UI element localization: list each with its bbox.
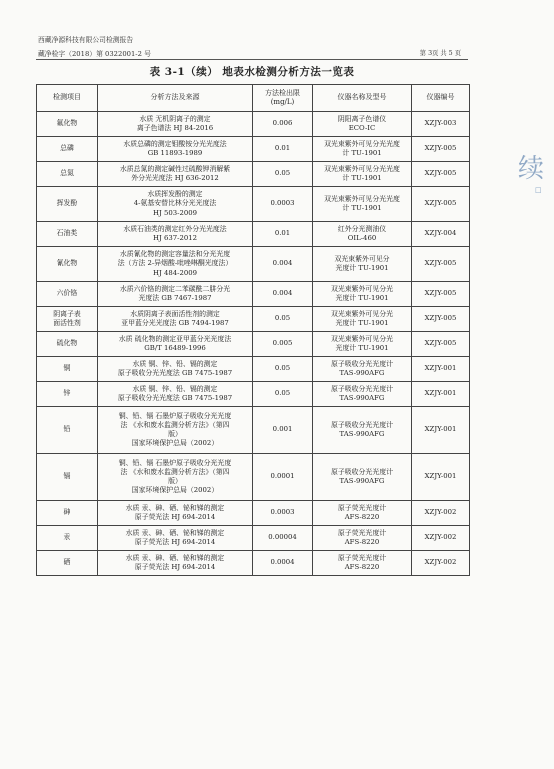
cell-instrument-line: 光度计 TU-1901 bbox=[335, 344, 389, 352]
cell-item-line: 石油类 bbox=[56, 229, 78, 238]
cell-instrument-id-line: XZJY-005 bbox=[424, 144, 457, 153]
cell-method bbox=[98, 247, 253, 282]
cell-method bbox=[98, 282, 253, 307]
cell-instrument-id bbox=[412, 137, 470, 162]
col-header-item: 检测项目 bbox=[37, 85, 98, 112]
cell-limit-line: 0.05 bbox=[274, 364, 291, 373]
cell-method bbox=[98, 332, 253, 357]
cell-limit bbox=[253, 551, 313, 576]
cell-instrument bbox=[313, 112, 412, 137]
cell-item bbox=[37, 407, 98, 454]
cell-instrument-id bbox=[412, 247, 470, 282]
table-row bbox=[37, 282, 470, 307]
cell-item-line: 硫化物 bbox=[56, 339, 78, 348]
cell-method-line: 水质 铜、锌、铅、镉的测定 bbox=[132, 359, 218, 368]
cell-method bbox=[98, 357, 253, 382]
cell-instrument-line: AFS-8220 bbox=[344, 538, 380, 546]
cell-method bbox=[98, 222, 253, 247]
table-row bbox=[37, 222, 470, 247]
cell-limit bbox=[253, 307, 313, 332]
cell-limit bbox=[253, 137, 313, 162]
cell-limit-line: 0.004 bbox=[272, 289, 293, 298]
cell-limit-line: 0.004 bbox=[272, 259, 293, 268]
cell-instrument-line: AFS-8220 bbox=[344, 563, 380, 571]
cell-item-line: 挥发酚 bbox=[56, 199, 78, 208]
cell-item-line: 总氮 bbox=[60, 169, 74, 178]
cell-method-line: 光度法 GB 7467-1987 bbox=[138, 294, 212, 302]
cell-instrument-id bbox=[412, 526, 470, 551]
cell-instrument-id-line: XZJY-001 bbox=[424, 472, 457, 481]
cell-instrument-line: OIL-460 bbox=[347, 234, 377, 242]
cell-instrument bbox=[313, 247, 412, 282]
cell-instrument-id bbox=[412, 407, 470, 454]
cell-method-line: 水质挥发酚的测定 bbox=[147, 190, 203, 199]
page-indicator: 第 3页 共 5 页 bbox=[419, 50, 461, 57]
cell-item bbox=[37, 112, 98, 137]
cell-limit bbox=[253, 501, 313, 526]
cell-limit-line: 0.0004 bbox=[270, 558, 295, 567]
cell-instrument-id-line: XZJY-003 bbox=[424, 119, 457, 128]
cell-item-line: 六价铬 bbox=[56, 289, 78, 298]
col-header-instrument-id: 仪器编号 bbox=[412, 85, 470, 112]
cell-method-line: 水质阴离子表面活性剂的测定 bbox=[130, 309, 220, 318]
cell-instrument-id bbox=[412, 282, 470, 307]
cell-item bbox=[37, 501, 98, 526]
cell-instrument-line: 原子吸收分光光度计 bbox=[330, 467, 393, 476]
cell-item-line: 汞 bbox=[63, 533, 71, 542]
cell-item bbox=[37, 187, 98, 222]
cell-method-line: 水质 铜、锌、铅、镉的测定 bbox=[132, 384, 218, 393]
table-row bbox=[37, 332, 470, 357]
cell-limit bbox=[253, 222, 313, 247]
cell-method-line: 水质 硫化物的测定亚甲蓝分光光度法 bbox=[118, 334, 232, 343]
cell-method-line: 原子吸收分光光度法 GB 7475-1987 bbox=[117, 369, 233, 377]
cell-limit bbox=[253, 332, 313, 357]
cell-instrument-id bbox=[412, 501, 470, 526]
cell-item-line: 铅 bbox=[63, 425, 71, 434]
header-rule bbox=[36, 59, 468, 60]
cell-instrument-id bbox=[412, 162, 470, 187]
cell-limit-line: 0.005 bbox=[272, 339, 293, 348]
cell-instrument-id-line: XZJY-001 bbox=[424, 425, 457, 434]
cell-method-line: 水质 汞、砷、硒、铋和锑的测定 bbox=[125, 503, 225, 512]
cell-method-line: 国家环境保护总局（2002） bbox=[131, 486, 219, 495]
cell-method-line: 铜、铅、镉 石墨炉原子吸收分光光度 bbox=[118, 458, 232, 467]
cell-instrument-line: 计 TU-1901 bbox=[342, 174, 382, 182]
cell-instrument-id bbox=[412, 307, 470, 332]
cell-limit bbox=[253, 454, 313, 501]
cell-instrument bbox=[313, 501, 412, 526]
cell-instrument bbox=[313, 307, 412, 332]
cell-method-line: 版） bbox=[168, 477, 182, 485]
cell-limit bbox=[253, 187, 313, 222]
cell-method-line: 原子荧光法 HJ 694-2014 bbox=[134, 538, 216, 546]
cell-instrument-line: 红外分光测油仪 bbox=[337, 224, 387, 233]
cell-method-line: 水质六价铬的测定二苯碳酰二肼分光 bbox=[119, 284, 231, 293]
table-row bbox=[37, 501, 470, 526]
cell-item bbox=[37, 526, 98, 551]
cell-instrument-line: 双光束紫外可见分 bbox=[334, 254, 390, 263]
cell-method-line: 法（方法 2-异烟酸-吡唑啉酮光度法） bbox=[117, 259, 233, 268]
cell-method bbox=[98, 187, 253, 222]
cell-instrument-id-line: XZJY-005 bbox=[424, 199, 457, 208]
cell-limit-line: 0.05 bbox=[274, 389, 291, 398]
cell-instrument-line: ECO-IC bbox=[348, 124, 376, 132]
cell-instrument bbox=[313, 382, 412, 407]
cell-item-line: 硒 bbox=[63, 558, 71, 567]
cell-instrument-line: 原子吸收分光光度计 bbox=[330, 384, 393, 393]
cell-limit-line: 0.05 bbox=[274, 169, 291, 178]
cell-instrument-line: 计 TU-1901 bbox=[342, 149, 382, 157]
cell-instrument-line: 光度计 TU-1901 bbox=[335, 319, 389, 327]
cell-method-line: 法 《水和废水监测分析方法》（第四 bbox=[120, 467, 230, 476]
cell-instrument-id-line: XZJY-005 bbox=[424, 169, 457, 178]
cell-method-line: 法 《水和废水监测分析方法》（第四 bbox=[120, 420, 230, 429]
table-header-row bbox=[37, 85, 470, 112]
table-row bbox=[37, 454, 470, 501]
cell-instrument-line: TAS-990AFG bbox=[339, 369, 385, 377]
cell-instrument-id-line: XZJY-005 bbox=[424, 259, 457, 268]
cell-limit bbox=[253, 282, 313, 307]
table-row bbox=[37, 551, 470, 576]
table-row bbox=[37, 526, 470, 551]
cell-method-line: 水质 汞、砷、硒、铋和锑的测定 bbox=[125, 553, 225, 562]
cell-limit bbox=[253, 407, 313, 454]
cell-instrument-line: 原子吸收分光光度计 bbox=[330, 420, 393, 429]
cell-instrument-line: 原子荧光光度计 bbox=[337, 553, 387, 562]
cell-method bbox=[98, 551, 253, 576]
cell-instrument bbox=[313, 454, 412, 501]
cell-method-line: 国家环境保护总局（2002） bbox=[131, 439, 219, 448]
cell-limit bbox=[253, 526, 313, 551]
cell-instrument-line: 双光束紫外可见分光光度 bbox=[324, 194, 400, 203]
cell-method-line: 版） bbox=[168, 430, 182, 438]
cell-method-line: 水质总氮的测定碱性过硫酸钾消解紫 bbox=[119, 164, 231, 173]
cell-method-line: 铜、铅、镉 石墨炉原子吸收分光光度 bbox=[118, 411, 232, 420]
cell-instrument-line: AFS-8220 bbox=[344, 513, 380, 521]
cell-limit-line: 0.0003 bbox=[270, 508, 295, 517]
cell-limit bbox=[253, 162, 313, 187]
cell-instrument-id-line: XZJY-001 bbox=[424, 389, 457, 398]
cell-instrument-id bbox=[412, 332, 470, 357]
methods-table bbox=[36, 84, 470, 576]
cell-method-line: GB/T 16489-1996 bbox=[144, 344, 206, 352]
cell-method bbox=[98, 382, 253, 407]
cell-instrument-id-line: XZJY-002 bbox=[424, 533, 457, 542]
cell-instrument-line: 双光束紫外可见分光光度 bbox=[324, 139, 400, 148]
table-row bbox=[37, 112, 470, 137]
cell-method bbox=[98, 112, 253, 137]
cell-instrument-id bbox=[412, 454, 470, 501]
cell-item-line: 总磷 bbox=[60, 144, 74, 153]
cell-instrument bbox=[313, 222, 412, 247]
cell-instrument-line: 阴阳离子色谱仪 bbox=[337, 114, 387, 123]
cell-limit-line: 0.00004 bbox=[268, 533, 297, 542]
col-header-method: 分析方法及来源 bbox=[98, 85, 253, 112]
cell-method-line: HJ 503-2009 bbox=[153, 208, 197, 217]
cell-method bbox=[98, 454, 253, 501]
cell-instrument-line: 双光束紫外可见分光 bbox=[330, 309, 393, 318]
cell-instrument-id-line: XZJY-005 bbox=[424, 314, 457, 323]
table-title: 表 3-1（续） 地表水检测分析方法一览表 bbox=[149, 66, 355, 78]
cell-instrument-line: TAS-990AFG bbox=[339, 394, 385, 402]
cell-method bbox=[98, 407, 253, 454]
cell-method-line: 离子色谱法 HJ 84-2016 bbox=[136, 124, 214, 132]
cell-instrument-id bbox=[412, 357, 470, 382]
cell-limit-line: 0.0001 bbox=[270, 472, 295, 481]
cell-instrument-id-line: XZJY-002 bbox=[424, 508, 457, 517]
report-number: 藏净检字（2018）第 0322001-2 号 bbox=[38, 50, 151, 58]
cell-item bbox=[37, 222, 98, 247]
cell-instrument-id bbox=[412, 112, 470, 137]
cell-instrument bbox=[313, 526, 412, 551]
cell-instrument-id-line: XZJY-005 bbox=[424, 289, 457, 298]
cell-item bbox=[37, 137, 98, 162]
cell-item bbox=[37, 357, 98, 382]
cell-method bbox=[98, 137, 253, 162]
cell-method-line: 水质总磷的测定钼酸铵分光光度法 bbox=[123, 139, 227, 148]
cell-item bbox=[37, 382, 98, 407]
stamp-fragment: 续 bbox=[517, 154, 544, 184]
cell-item-line: 镉 bbox=[63, 472, 71, 481]
cell-instrument bbox=[313, 187, 412, 222]
cell-instrument-id bbox=[412, 187, 470, 222]
cell-limit bbox=[253, 247, 313, 282]
table-row bbox=[37, 357, 470, 382]
cell-instrument bbox=[313, 357, 412, 382]
cell-instrument-line: 光度计 TU-1901 bbox=[335, 264, 389, 272]
cell-instrument-line: 双光束紫外可见分光光度 bbox=[324, 164, 400, 173]
cell-method-line: 亚甲蓝分光光度法 GB 7494-1987 bbox=[121, 319, 229, 327]
cell-item-line: 锌 bbox=[63, 389, 71, 398]
cell-item bbox=[37, 162, 98, 187]
cell-item-line: 砷 bbox=[63, 508, 71, 517]
cell-limit-line: 0.01 bbox=[274, 144, 291, 153]
table-row bbox=[37, 137, 470, 162]
cell-instrument bbox=[313, 137, 412, 162]
cell-instrument-line: 原子荧光光度计 bbox=[337, 528, 387, 537]
cell-instrument bbox=[313, 551, 412, 576]
cell-item-line: 阴离子表 bbox=[53, 309, 81, 318]
cell-method bbox=[98, 526, 253, 551]
cell-method-line: 水质 无机阴离子的测定 bbox=[139, 114, 211, 123]
cell-instrument-line: 原子荧光光度计 bbox=[337, 503, 387, 512]
table-row bbox=[37, 382, 470, 407]
cell-instrument-id-line: XZJY-002 bbox=[424, 558, 457, 567]
cell-method-line: 原子荧光法 HJ 694-2014 bbox=[134, 513, 216, 521]
cell-limit bbox=[253, 112, 313, 137]
cell-instrument-id-line: XZJY-005 bbox=[424, 339, 457, 348]
cell-limit-line: 0.0003 bbox=[270, 199, 295, 208]
cell-limit bbox=[253, 382, 313, 407]
cell-instrument-id bbox=[412, 382, 470, 407]
table-row bbox=[37, 407, 470, 454]
cell-limit-line: 0.01 bbox=[274, 229, 291, 238]
cell-item bbox=[37, 454, 98, 501]
cell-instrument-id-line: XZJY-001 bbox=[424, 364, 457, 373]
cell-method-line: 水质 汞、砷、硒、铋和锑的测定 bbox=[125, 528, 225, 537]
cell-method-line: 外分光光度法 HJ 636-2012 bbox=[131, 174, 219, 182]
cell-item bbox=[37, 551, 98, 576]
cell-method-line: 4-氨基安替比林分光光度法 bbox=[133, 199, 217, 208]
cell-instrument bbox=[313, 162, 412, 187]
company-name: 西藏净源科技有限公司检测报告 bbox=[38, 36, 134, 44]
cell-limit-line: 0.001 bbox=[272, 425, 293, 434]
table-body bbox=[37, 112, 470, 576]
cell-instrument bbox=[313, 407, 412, 454]
table-row bbox=[37, 307, 470, 332]
cell-method-line: 水质氰化物的测定容量法和分光光度 bbox=[119, 250, 231, 259]
cell-item bbox=[37, 282, 98, 307]
cell-instrument-line: 计 TU-1901 bbox=[342, 204, 382, 212]
cell-item bbox=[37, 247, 98, 282]
cell-method-line: 水质石油类的测定红外分光光度法 bbox=[123, 224, 227, 233]
cell-limit-line: 0.006 bbox=[272, 119, 293, 128]
cell-instrument-id-line: XZJY-004 bbox=[424, 229, 457, 238]
cell-method bbox=[98, 162, 253, 187]
cell-item-line: 铜 bbox=[63, 364, 71, 373]
stamp-fragment-edge: ▫ bbox=[534, 183, 542, 196]
cell-limit bbox=[253, 357, 313, 382]
cell-instrument-id bbox=[412, 551, 470, 576]
cell-item bbox=[37, 307, 98, 332]
cell-instrument-line: 双光束紫外可见分光 bbox=[330, 284, 393, 293]
cell-item bbox=[37, 332, 98, 357]
cell-instrument bbox=[313, 282, 412, 307]
cell-method-line: HJ 637-2012 bbox=[153, 234, 197, 242]
cell-method bbox=[98, 501, 253, 526]
cell-method bbox=[98, 307, 253, 332]
table-row bbox=[37, 162, 470, 187]
cell-method-line: HJ 484-2009 bbox=[153, 268, 197, 277]
cell-item-line: 氟化物 bbox=[56, 119, 78, 128]
cell-instrument-line: 双光束紫外可见分光 bbox=[330, 334, 393, 343]
cell-method-line: 原子吸收分光光度法 GB 7475-1987 bbox=[117, 394, 233, 402]
col-header-instrument: 仪器名称及型号 bbox=[313, 85, 412, 112]
cell-limit-line: 0.05 bbox=[274, 314, 291, 323]
cell-instrument bbox=[313, 332, 412, 357]
cell-method-line: 原子荧光法 HJ 694-2014 bbox=[134, 563, 216, 571]
cell-instrument-id bbox=[412, 222, 470, 247]
col-header-limit: 方法检出限 (mg/L) bbox=[253, 85, 313, 112]
cell-item-line: 氰化物 bbox=[56, 259, 78, 268]
table-row bbox=[37, 187, 470, 222]
cell-instrument-line: TAS-990AFG bbox=[339, 477, 385, 485]
cell-instrument-line: 光度计 TU-1901 bbox=[335, 294, 389, 302]
cell-method-line: GB 11893-1989 bbox=[147, 149, 203, 157]
table-row bbox=[37, 247, 470, 282]
cell-item-line: 面活性剂 bbox=[53, 319, 81, 327]
cell-instrument-line: TAS-990AFG bbox=[339, 430, 385, 438]
cell-instrument-line: 原子吸收分光光度计 bbox=[330, 359, 393, 368]
